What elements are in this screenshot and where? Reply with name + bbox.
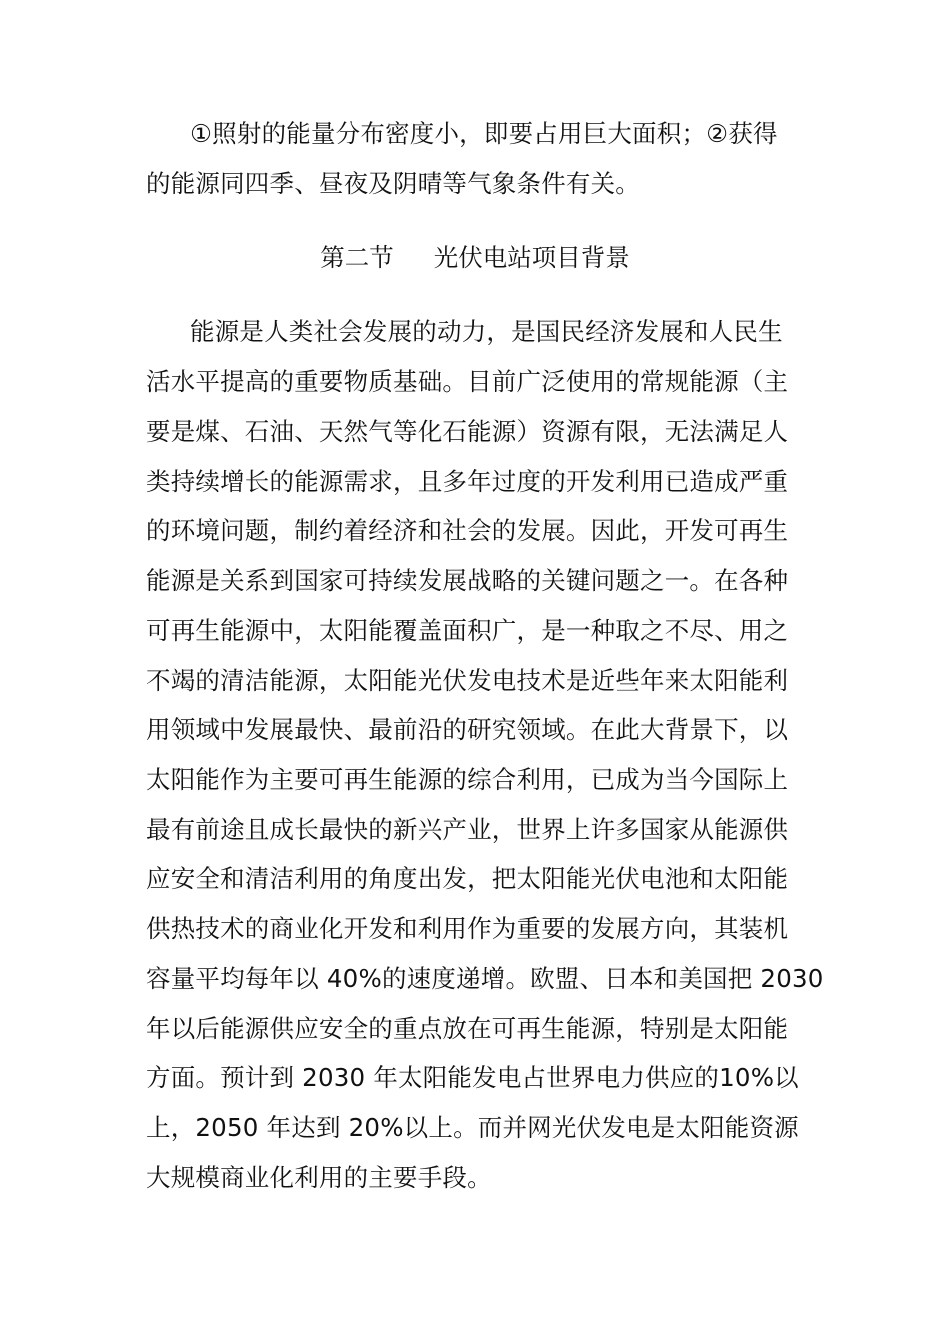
paragraph-line: 不竭的清洁能源，太阳能光伏发电技术是近些年来太阳能利 — [146, 666, 789, 695]
section-number: 第二节 — [320, 243, 394, 272]
paragraph-line: 供热技术的商业化开发和利用作为重要的发展方向，其装机 — [146, 914, 789, 943]
paragraph-line: 类持续增长的能源需求，且多年过度的开发利用已造成严重 — [146, 467, 789, 496]
paragraph-line: 可再生能源中，太阳能覆盖面积广，是一种取之不尽、用之 — [146, 616, 789, 645]
paragraph-line: 容量平均每年以 40%的速度递增。欧盟、日本和美国把 2030 — [146, 964, 824, 993]
paragraph-line: 年以后能源供应安全的重点放在可再生能源，特别是太阳能 — [146, 1014, 789, 1043]
paragraph-line: 用领域中发展最快、最前沿的研究领域。在此大背景下，以 — [146, 715, 789, 744]
paragraph-line: 方面。预计到 2030 年太阳能发电占世界电力供应的10%以 — [146, 1063, 799, 1092]
paragraph-line: ①照射的能量分布密度小，即要占用巨大面积；②获得 — [190, 119, 778, 148]
section-heading — [0, 243, 950, 273]
paragraph-line: 上，2050 年达到 20%以上。而并网光伏发电是太阳能资源 — [146, 1113, 799, 1142]
paragraph-line: 最有前途且成长最快的新兴产业，世界上许多国家从能源供 — [146, 815, 789, 844]
section-title: 光伏电站项目背景 — [433, 243, 630, 272]
paragraph-line: 能源是关系到国家可持续发展战略的关键问题之一。在各种 — [146, 566, 789, 595]
paragraph-line: 要是煤、石油、天然气等化石能源）资源有限，无法满足人 — [146, 417, 789, 446]
paragraph-line: 能源是人类社会发展的动力，是国民经济发展和人民生 — [190, 317, 783, 346]
paragraph-line: 应安全和清洁利用的角度出发，把太阳能光伏电池和太阳能 — [146, 864, 789, 893]
paragraph-line: 大规模商业化利用的主要手段。 — [146, 1163, 492, 1192]
paragraph-line: 太阳能作为主要可再生能源的综合利用，已成为当今国际上 — [146, 765, 789, 794]
paragraph-line: 活水平提高的重要物质基础。目前广泛使用的常规能源（主 — [146, 367, 789, 396]
paragraph-line: 的能源同四季、昼夜及阴晴等气象条件有关。 — [146, 169, 640, 198]
paragraph-line: 的环境问题，制约着经济和社会的发展。因此，开发可再生 — [146, 516, 789, 545]
